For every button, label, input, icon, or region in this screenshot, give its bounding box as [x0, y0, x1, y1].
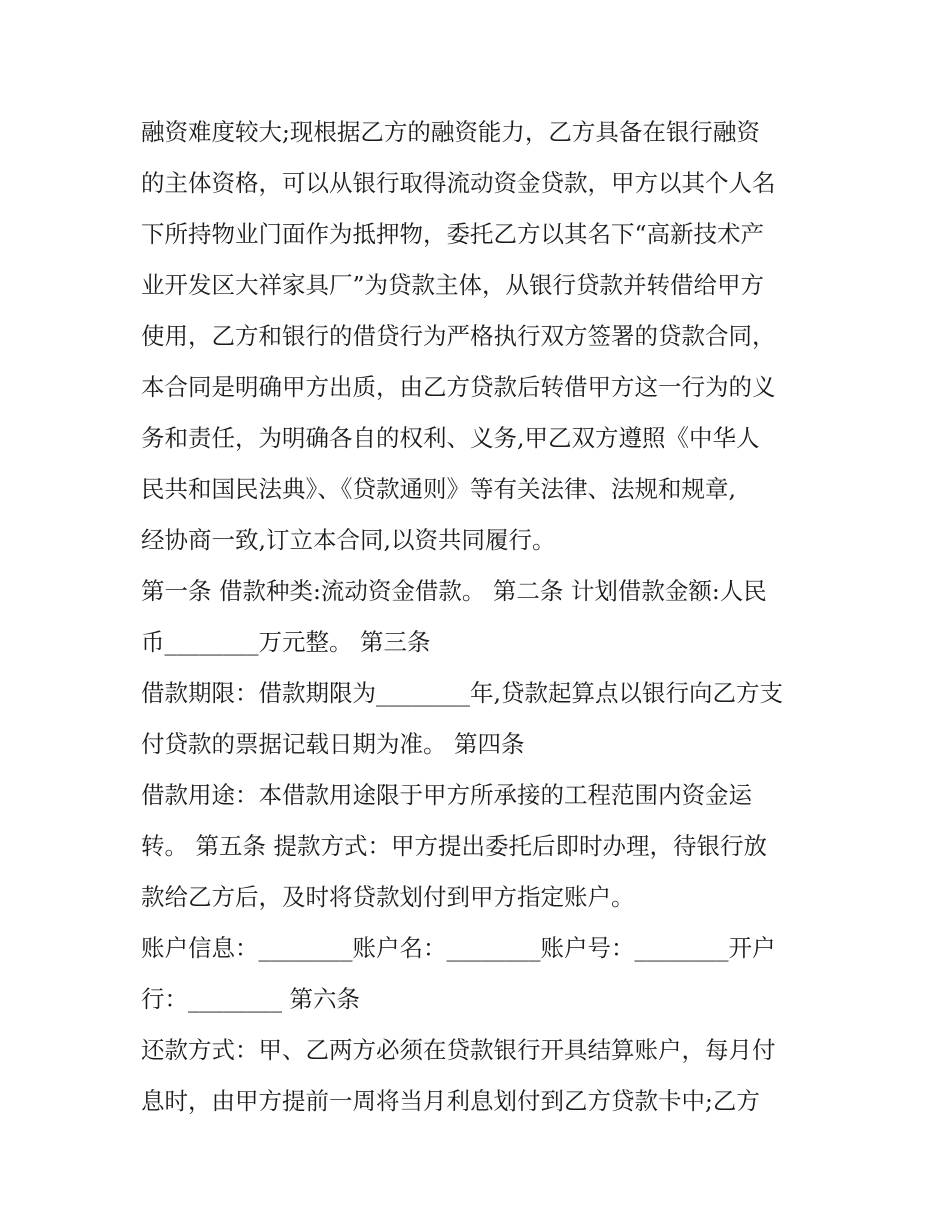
text-line: 务和责任，为明确各自的权利、义务,甲乙双方遵照《中华人 [141, 424, 760, 452]
text-line: 行：________ 第六条 [141, 985, 360, 1013]
text-line: 本合同是明确甲方出质，由乙方贷款后转借甲方这一行为的义 [141, 373, 776, 401]
account-info-line: 账户信息：________账户名：________账户号：________开户 [141, 934, 776, 962]
article-3-line: 借款期限：借款期限为________年,贷款起算点以银行向乙方支 [141, 679, 783, 707]
text-line: 经协商一致,订立本合同,以资共同履行。 [141, 526, 556, 554]
article-6-line: 还款方式：甲、乙两方必须在贷款银行开具结算账户，每月付 [141, 1036, 776, 1064]
contract-body-text [141, 107, 821, 1127]
text-line: 款给乙方后，及时将贷款划付到甲方指定账户。 [141, 883, 635, 911]
text-line: 下所持物业门面作为抵押物，委托乙方以其名下“高新技术产 [141, 220, 765, 248]
text-line: 息时，由甲方提前一周将当月利息划付到乙方贷款卡中;乙方 [141, 1087, 760, 1115]
text-line: 付贷款的票据记载日期为准。 第四条 [141, 730, 525, 758]
text-line: 融资难度较大;现根据乙方的融资能力，乙方具备在银行融资 [141, 118, 760, 146]
text-line: 币________万元整。 第三条 [141, 628, 431, 656]
article-5-line: 转。 第五条 提款方式：甲方提出委托后即时办理，待银行放 [141, 832, 767, 860]
text-line: 使用，乙方和银行的借贷行为严格执行双方签署的贷款合同， [141, 322, 776, 350]
text-line: 业开发区大祥家具厂”为贷款主体，从银行贷款并转借给甲方 [141, 271, 765, 299]
article-1-2-line: 第一条 借款种类:流动资金借款。 第二条 计划借款金额:人民 [141, 577, 767, 605]
text-line: 的主体资格，可以从银行取得流动资金贷款，甲方以其个人名 [141, 169, 776, 197]
text-line: 民共和国民法典》、《贷款通则》等有关法律、法规和规章, [141, 475, 736, 503]
article-4-line: 借款用途：本借款用途限于甲方所承接的工程范围内资金运 [141, 781, 752, 809]
